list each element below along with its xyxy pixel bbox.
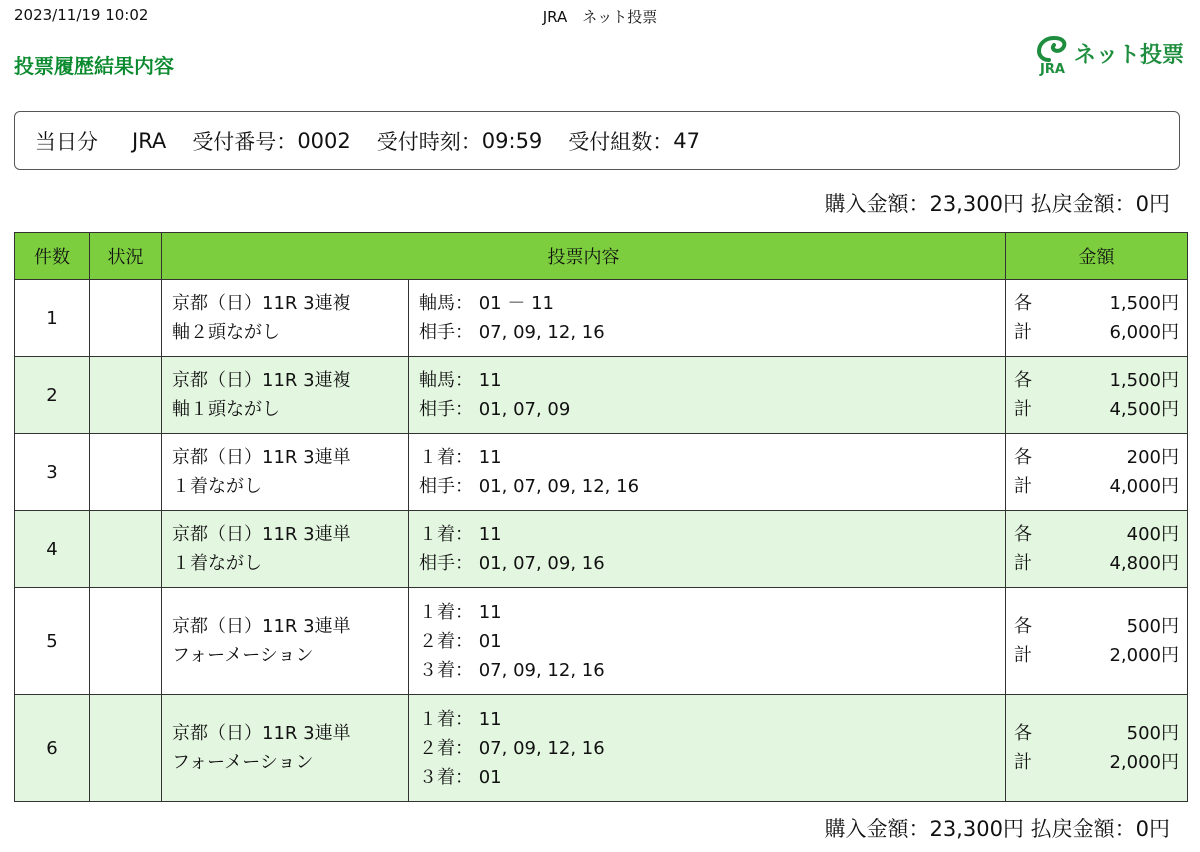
bet-type: フォーメーション (172, 645, 314, 666)
refund-label: 払戻金額： (1030, 192, 1136, 216)
header-amount: 金額 (1006, 233, 1188, 280)
row-detail (409, 357, 1006, 434)
bet-history-table (14, 232, 1188, 802)
total-amount: 4,000円 (1109, 476, 1179, 497)
receipt-no: 0002 (297, 128, 351, 153)
table-row (15, 511, 1188, 588)
detail-line: 相手： 01, 07, 09 (419, 399, 571, 420)
row-status (90, 695, 162, 802)
race-name: 京都（日）11R 3連複 (172, 370, 351, 391)
race-name: 京都（日）11R 3連単 (172, 616, 351, 637)
bet-type: １着ながし (172, 553, 262, 574)
total-amount: 2,000円 (1109, 645, 1179, 666)
detail-line: ２着： 01 (419, 630, 502, 652)
total-label: 計 (1014, 476, 1032, 497)
refund-amount: 0円 (1135, 817, 1170, 841)
each-amount: 500円 (1126, 723, 1179, 744)
header-count: 件数 (15, 233, 90, 280)
receipt-info-box (14, 111, 1180, 170)
header-content: 投票内容 (162, 233, 1006, 280)
row-detail (409, 511, 1006, 588)
combo-count: 47 (673, 128, 701, 153)
logo-text: ネット投票 (1074, 43, 1185, 68)
total-amount: 2,000円 (1109, 752, 1179, 773)
bet-type: １着ながし (172, 476, 262, 497)
refund-label: 払戻金額： (1030, 817, 1136, 841)
header-status: 状況 (90, 233, 162, 280)
race-name: 京都（日）11R 3連複 (172, 293, 351, 314)
detail-line: １着： 11 (419, 524, 502, 545)
row-amount (1006, 280, 1188, 357)
total-amount: 4,800円 (1109, 553, 1179, 574)
each-amount: 200円 (1126, 447, 1179, 468)
org-label: JRA (132, 128, 167, 153)
each-amount: 1,500円 (1109, 293, 1179, 314)
each-amount: 1,500円 (1109, 370, 1179, 391)
detail-line: １着： 11 (419, 447, 502, 468)
each-label: 各 (1014, 293, 1032, 314)
total-label: 計 (1014, 322, 1032, 343)
bet-type: 軸１頭ながし (172, 399, 280, 420)
detail-line: １着： 11 (419, 601, 502, 623)
row-race (162, 511, 409, 588)
table-row (15, 434, 1188, 511)
table-row (15, 280, 1188, 357)
purchase-amount: 23,300円 (929, 817, 1024, 841)
each-label: 各 (1014, 524, 1032, 545)
row-race (162, 357, 409, 434)
total-label: 計 (1014, 645, 1032, 666)
row-num: 1 (15, 280, 90, 357)
row-amount (1006, 588, 1188, 695)
row-amount (1006, 434, 1188, 511)
each-label: 各 (1014, 616, 1032, 637)
row-status (90, 511, 162, 588)
print-datetime: 2023/11/19 10:02 (14, 6, 149, 24)
detail-line: ２着： 07, 09, 12, 16 (419, 737, 605, 759)
detail-line: ３着： 01 (419, 766, 502, 788)
row-status (90, 280, 162, 357)
jra-net-logo (1034, 34, 1194, 80)
detail-line: 相手： 07, 09, 12, 16 (419, 322, 605, 343)
purchase-amount: 23,300円 (929, 192, 1024, 216)
each-label: 各 (1014, 723, 1032, 744)
race-name: 京都（日）11R 3連単 (172, 447, 351, 468)
purchase-label: 購入金額： (824, 817, 930, 841)
bet-type: 軸２頭ながし (172, 322, 280, 343)
receipt-no-label: 受付番号： (192, 129, 298, 154)
day-label: 当日分 (35, 129, 98, 154)
each-amount: 500円 (1126, 616, 1179, 637)
race-name: 京都（日）11R 3連単 (172, 723, 351, 744)
row-detail (409, 280, 1006, 357)
table-row (15, 357, 1188, 434)
total-amount: 6,000円 (1109, 322, 1179, 343)
purchase-label: 購入金額： (824, 192, 930, 216)
row-amount (1006, 695, 1188, 802)
row-num: 6 (15, 695, 90, 802)
row-num: 3 (15, 434, 90, 511)
detail-line: 相手： 01, 07, 09, 12, 16 (419, 476, 640, 497)
summary-top (824, 188, 1170, 218)
each-label: 各 (1014, 370, 1032, 391)
total-label: 計 (1014, 553, 1032, 574)
combo-label: 受付組数： (568, 129, 674, 154)
row-race (162, 588, 409, 695)
row-status (90, 434, 162, 511)
row-detail (409, 434, 1006, 511)
table-header-row (15, 233, 1188, 280)
each-label: 各 (1014, 447, 1032, 468)
page-title: 投票履歴結果内容 (14, 54, 174, 78)
receipt-time-label: 受付時刻： (376, 129, 482, 154)
row-race (162, 280, 409, 357)
logo-sub: JRA (1040, 62, 1065, 77)
total-label: 計 (1014, 752, 1032, 773)
row-num: 5 (15, 588, 90, 695)
receipt-time: 09:59 (481, 128, 543, 153)
detail-line: ３着： 07, 09, 12, 16 (419, 659, 605, 681)
refund-amount: 0円 (1135, 192, 1170, 216)
print-title: JRA ネット投票 (542, 8, 658, 26)
row-num: 4 (15, 511, 90, 588)
each-amount: 400円 (1126, 524, 1179, 545)
row-status (90, 588, 162, 695)
row-status (90, 357, 162, 434)
total-amount: 4,500円 (1109, 399, 1179, 420)
total-label: 計 (1014, 399, 1032, 420)
bet-type: フォーメーション (172, 752, 314, 773)
row-detail (409, 695, 1006, 802)
summary-bottom (824, 813, 1170, 843)
detail-line: 相手： 01, 07, 09, 16 (419, 553, 605, 574)
table-row (15, 588, 1188, 695)
row-detail (409, 588, 1006, 695)
table-row (15, 695, 1188, 802)
row-amount (1006, 511, 1188, 588)
row-num: 2 (15, 357, 90, 434)
detail-line: １着： 11 (419, 708, 502, 730)
race-name: 京都（日）11R 3連単 (172, 524, 351, 545)
row-race (162, 434, 409, 511)
detail-line: 軸馬： 11 (419, 370, 502, 391)
row-race (162, 695, 409, 802)
detail-line: 軸馬： 01 － 11 (419, 293, 554, 314)
row-amount (1006, 357, 1188, 434)
